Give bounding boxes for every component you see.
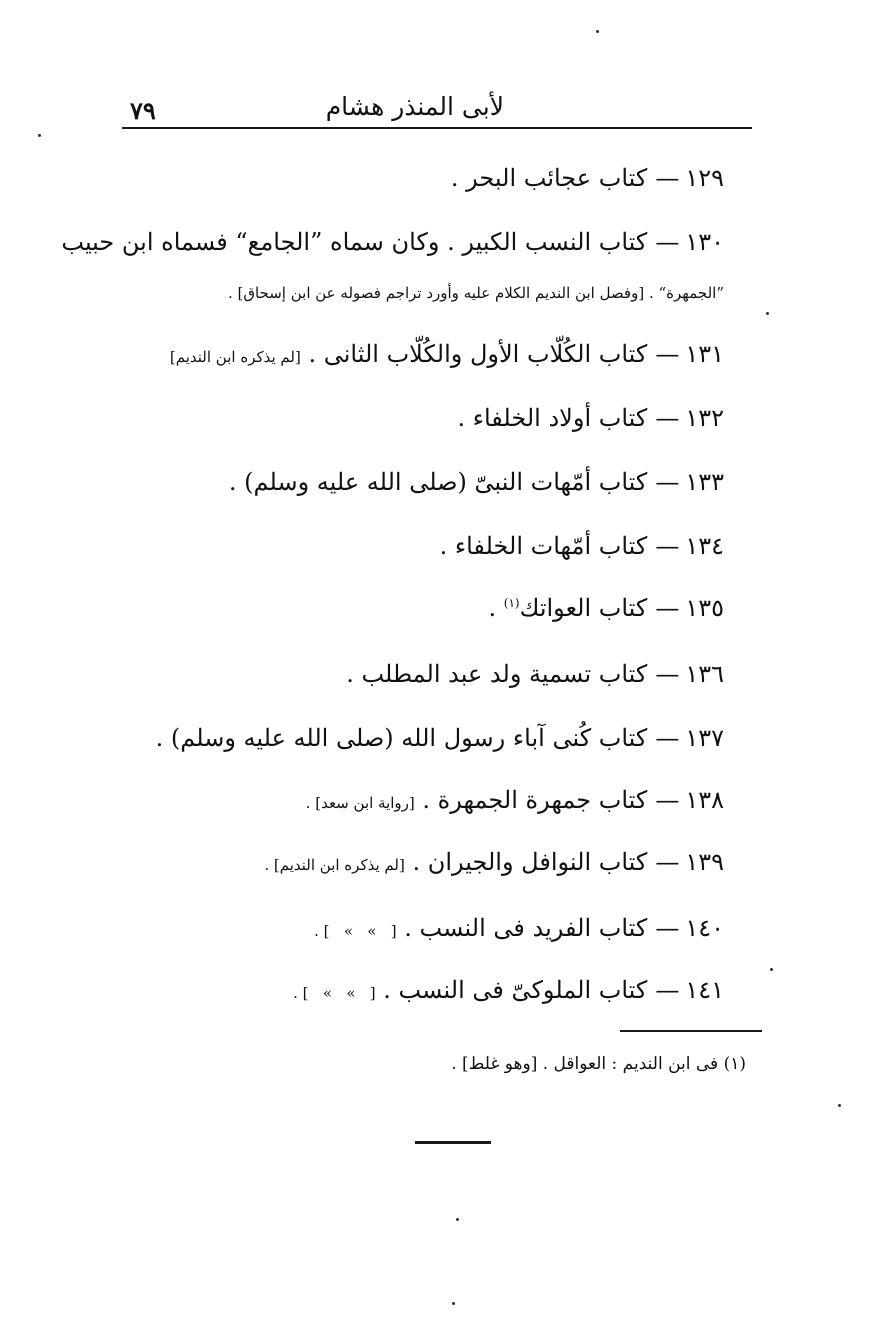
entry-terminator: .	[488, 594, 504, 622]
entry-text: كتاب الملوكىّ فى النسب .	[383, 976, 648, 1004]
scan-speck	[456, 1218, 459, 1221]
entry-number: ١٢٩	[685, 164, 724, 192]
list-item	[156, 724, 724, 753]
header-rule	[122, 127, 752, 129]
entry-text: كتاب العواتك	[519, 594, 648, 622]
entry-number: ١٣٦	[685, 660, 724, 688]
scan-speck	[38, 134, 41, 137]
entry-number: ١٤٠	[685, 914, 724, 942]
entry-dash: —	[655, 786, 680, 814]
entry-note: [لم يذكره ابن النديم] .	[264, 856, 405, 874]
entry-text: كتاب الكُلّاب الأول والكُلّاب الثانى .	[308, 340, 648, 368]
entry-text: كتاب النسب الكبير . وكان سماه ”الجامع“ فسماه ابن حبيب	[61, 228, 648, 256]
entry-text: كتاب تسمية ولد عبد المطلب .	[346, 660, 648, 688]
entry-number: ١٤١	[685, 976, 724, 1004]
end-ornament-rule	[415, 1141, 491, 1144]
footnote: (١) فى ابن النديم : العواقل . [وهو غلط] .	[451, 1054, 746, 1074]
entry-number: ١٣٣	[685, 468, 724, 496]
entry-text: كتاب أمّهات الخلفاء .	[439, 532, 648, 560]
scan-speck	[452, 1302, 455, 1305]
entry-number: ١٣١	[685, 340, 724, 368]
entry-number: ١٣٠	[685, 228, 724, 256]
entry-number: ١٣٩	[685, 848, 724, 876]
list-item	[451, 164, 724, 193]
entry-number: ١٣٧	[685, 724, 724, 752]
entry-text: كتاب النوافل والجيران .	[412, 848, 648, 876]
scan-speck	[838, 1104, 841, 1107]
scan-speck	[770, 968, 773, 971]
entry-number: ١٣٢	[685, 404, 724, 432]
entry-note: [رواية ابن سعد] .	[305, 794, 415, 812]
entry-dash: —	[655, 594, 680, 622]
list-item	[489, 594, 725, 623]
list-item	[306, 786, 724, 815]
entry-note: [ » » ] .	[314, 922, 397, 940]
scan-speck	[766, 312, 769, 315]
entry-dash: —	[655, 724, 680, 752]
entry-continuation: ”الجمهرة“ . [وفصل ابن النديم الكلام عليه وأورد تراجم فصوله عن ابن إسحاق] .	[227, 284, 724, 302]
entry-dash: —	[655, 468, 680, 496]
list-item	[346, 660, 724, 689]
entry-dash: —	[655, 228, 680, 256]
entry-dash: —	[655, 532, 680, 560]
entry-number: ١٣٨	[685, 786, 724, 814]
entry-number: ١٣٥	[685, 594, 724, 622]
entry-note: [لم يذكره ابن النديم]	[169, 348, 301, 366]
list-item	[229, 468, 724, 497]
footnote-ref: (١)	[503, 596, 520, 610]
entry-dash: —	[655, 404, 680, 432]
entry-dash: —	[655, 914, 680, 942]
running-header-title: لأبى المنذر هشام	[325, 92, 504, 121]
list-item	[293, 976, 724, 1005]
list-item	[314, 914, 724, 943]
entry-number: ١٣٤	[685, 532, 724, 560]
entry-text: كتاب جمهرة الجمهرة .	[422, 786, 648, 814]
entry-text: كتاب أولاد الخلفاء .	[457, 404, 648, 432]
entry-text: كتاب الفريد فى النسب .	[404, 914, 648, 942]
entry-dash: —	[655, 976, 680, 1004]
entry-dash: —	[655, 660, 680, 688]
entry-dash: —	[655, 340, 680, 368]
entry-dash: —	[655, 848, 680, 876]
list-item	[61, 228, 724, 257]
entry-note: [ » » ] .	[293, 984, 376, 1002]
entry-text: كتاب أمّهات النبىّ (صلى الله عليه وسلم) .	[228, 468, 648, 496]
list-item	[170, 340, 724, 369]
list-item	[440, 532, 724, 561]
entry-dash: —	[655, 164, 680, 192]
scan-speck	[596, 30, 599, 33]
page-number: ٧٩	[130, 96, 156, 125]
list-item	[264, 848, 724, 877]
entry-text: كتاب عجائب البحر .	[450, 164, 648, 192]
entry-text: كتاب كُنى آباء رسول الله (صلى الله عليه وسلم) .	[155, 724, 648, 752]
list-item	[457, 404, 724, 433]
footnote-rule	[620, 1030, 762, 1032]
